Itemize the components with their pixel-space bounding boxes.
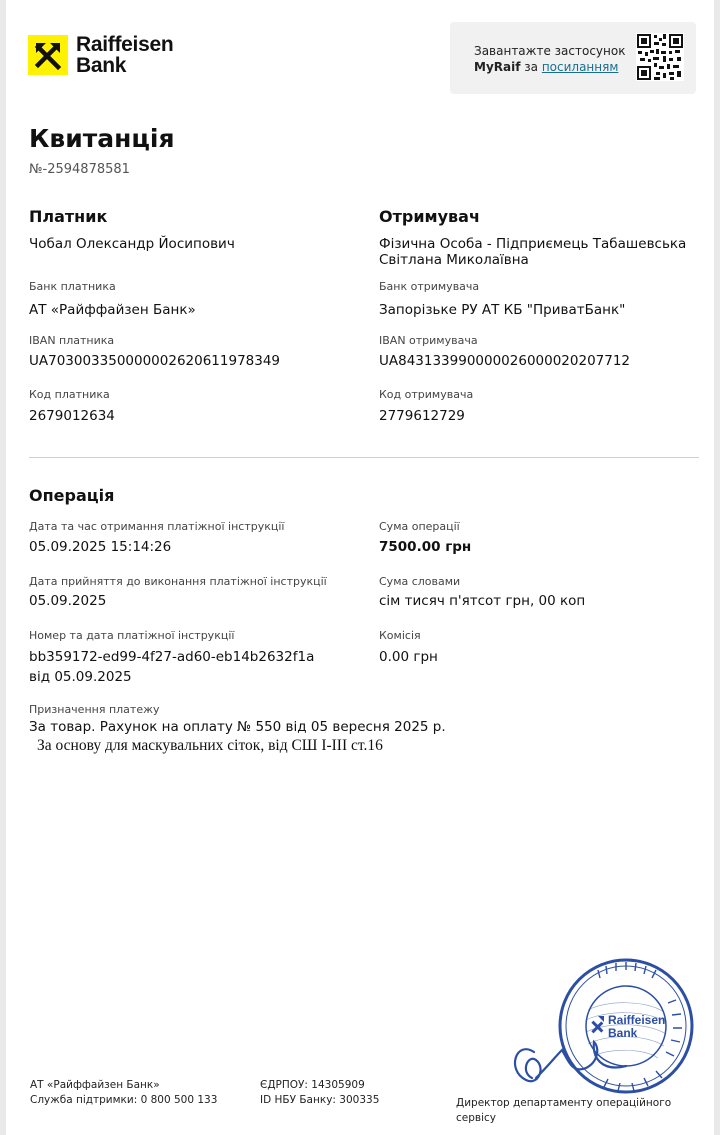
- qr-code-icon[interactable]: [636, 33, 684, 81]
- recipient-name-line2: Світлана Миколаївна: [379, 252, 529, 268]
- footer-bank: АТ «Райффайзен Банк»: [30, 1079, 160, 1091]
- payer-code-label: Код платника: [29, 388, 110, 401]
- fee-value: 0.00 грн: [379, 649, 438, 665]
- logo-line2: Bank: [76, 54, 127, 77]
- stamp-brand2: Bank: [608, 1026, 638, 1040]
- receipt-title: Квитанція: [29, 124, 175, 153]
- raiffeisen-logo-icon: [28, 35, 68, 75]
- receipt-number: №-2594878581: [29, 162, 130, 177]
- footer-edrpou: ЄДРПОУ: 14305909: [260, 1079, 365, 1091]
- operation-heading: Операція: [29, 486, 115, 505]
- footer-bank-info: [30, 1078, 217, 1108]
- recipient-iban: UA843133990000026000020207712: [379, 353, 631, 369]
- recipient-code: 2779612729: [379, 408, 465, 424]
- footer-director: Директор департаменту операційного сервісу: [456, 1097, 672, 1124]
- purpose-label: Призначення платежу: [29, 703, 160, 716]
- recipient-code-label: Код отримувача: [379, 388, 474, 401]
- payer-iban-label: IBAN платника: [29, 334, 115, 347]
- purpose-value: За товар. Рахунок на оплату № 550 від 05 вересня 2025 р.: [29, 719, 446, 735]
- payer-bank-label: Банк платника: [29, 280, 116, 293]
- app-promo-text: [474, 43, 625, 75]
- fee-label: Комісія: [379, 629, 421, 642]
- payer-code: 2679012634: [29, 408, 115, 424]
- stamp-brand1: Raiffeisen: [608, 1013, 666, 1027]
- recipient-bank: Запорізьке РУ АТ КБ "ПриватБанк": [379, 302, 626, 318]
- receipt-page: [6, 0, 714, 1135]
- raiffeisen-logo: [28, 34, 173, 76]
- recipient-bank-label: Банк отримувача: [379, 280, 480, 293]
- amount-label: Сума операції: [379, 520, 460, 533]
- words-value: сім тисяч п'ятсот грн, 00 коп: [379, 593, 586, 609]
- recipient-name-line1: Фізична Особа - Підприємець Табашевська: [379, 236, 687, 252]
- footer-ids: [260, 1078, 379, 1108]
- accepted-value: 05.09.2025: [29, 593, 107, 609]
- instruction-id: bb359172-ed99-4f27-ad60-eb14b2632f1a: [29, 649, 315, 665]
- purpose-extra: За основу для маскувальних сіток, від СШ І-ІІІ ст.16: [37, 737, 383, 754]
- received-label: Дата та час отримання платіжної інструкції: [29, 520, 285, 533]
- recipient-iban-label: IBAN отримувача: [379, 334, 478, 347]
- amount-value: 7500.00 грн: [379, 539, 472, 555]
- footer-support: Служба підтримки: 0 800 500 133: [30, 1094, 218, 1106]
- instruction-label: Номер та дата платіжної інструкції: [29, 629, 235, 642]
- app-promo-mid: за: [520, 60, 542, 74]
- instruction-date: від 05.09.2025: [29, 669, 132, 685]
- logo-line1: Raiffeisen: [76, 33, 174, 56]
- recipient-heading: Отримувач: [379, 207, 480, 226]
- accepted-label: Дата прийняття до виконання платіжної інструкції: [29, 575, 327, 588]
- received-value: 05.09.2025 15:14:26: [29, 539, 172, 555]
- app-download-link[interactable]: посиланням: [541, 60, 619, 74]
- payer-name: Чобал Олександр Йосипович: [29, 236, 235, 252]
- app-promo-box: [450, 22, 696, 94]
- app-promo-line1: Завантажте застосунок: [474, 44, 626, 58]
- footer-nbu-id: ID НБУ Банку: 300335: [260, 1094, 380, 1106]
- payer-heading: Платник: [29, 207, 108, 226]
- bank-stamp-icon: [476, 940, 706, 1110]
- payer-bank: АТ «Райффайзен Банк»: [29, 302, 196, 318]
- logo-text: [76, 34, 173, 76]
- section-divider: [29, 457, 699, 458]
- words-label: Сума словами: [379, 575, 461, 588]
- payer-iban: UA703003350000002620611978349: [29, 353, 281, 369]
- app-name: MyRaif: [474, 60, 521, 74]
